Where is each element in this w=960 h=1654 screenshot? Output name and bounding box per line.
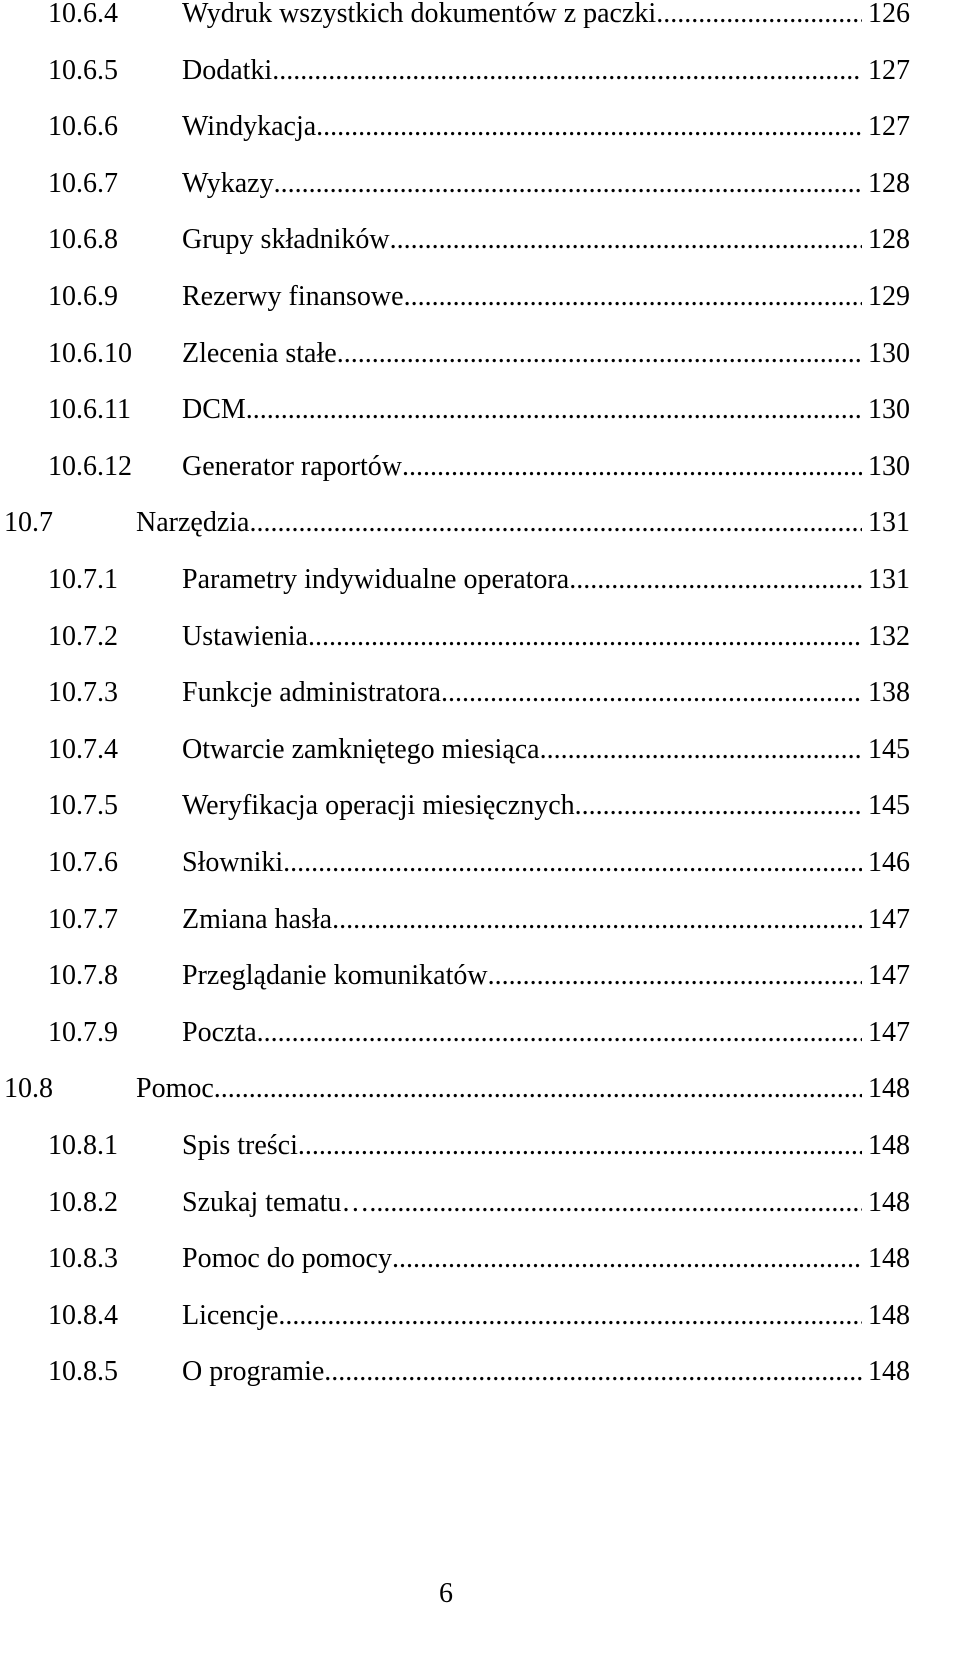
toc-entry[interactable]	[48, 1174, 910, 1232]
toc-entry-number: 10.6.5	[48, 54, 118, 86]
toc-entry-title: Funkcje administratora	[182, 677, 441, 709]
toc-entry[interactable]	[48, 381, 910, 439]
toc-entry-title: Przeglądanie komunikatów	[182, 960, 488, 992]
toc-entry-page: 147	[868, 1016, 910, 1048]
toc-entry[interactable]	[48, 268, 910, 326]
toc-entry[interactable]	[48, 891, 910, 949]
toc-entry-title: Wydruk wszystkich dokumentów z paczki	[182, 0, 657, 29]
toc-entry-number: 10.7.6	[48, 847, 118, 878]
toc-entry-page: 148	[868, 1130, 910, 1161]
toc-entry-page: 148	[868, 1299, 910, 1331]
toc-entry-page: 145	[868, 733, 910, 765]
toc-entry[interactable]	[4, 494, 910, 552]
toc-entry-title: Pomoc	[136, 1073, 214, 1105]
toc-entry-number: 10.8.4	[48, 1299, 118, 1331]
dot-leader	[332, 891, 862, 949]
toc-entry-page: 148	[868, 1243, 910, 1275]
toc-entry-page: 145	[868, 790, 910, 822]
toc-entry-title: Dodatki	[182, 54, 273, 86]
dot-leader	[316, 98, 862, 156]
dot-leader	[656, 0, 862, 43]
toc-entry-page: 148	[868, 1073, 910, 1105]
toc-entry-page: 127	[868, 54, 910, 86]
toc-entry-number: 10.8.3	[48, 1243, 118, 1275]
toc-entry[interactable]	[48, 438, 910, 496]
toc-entry-page: 147	[868, 960, 910, 992]
dot-leader	[272, 42, 862, 100]
toc-entry-number: 10.6.4	[48, 0, 118, 29]
dot-leader	[257, 1004, 862, 1062]
toc-entry-page: 148	[868, 1356, 910, 1388]
toc-entry-number: 10.6.10	[48, 337, 132, 369]
toc-entry[interactable]	[48, 1230, 910, 1288]
dot-leader	[337, 325, 862, 383]
dot-leader	[392, 1230, 862, 1288]
dot-leader	[404, 268, 862, 326]
toc-entry-title: Otwarcie zamkniętego miesiąca	[182, 733, 540, 765]
toc-entry-number: 10.8.5	[48, 1356, 118, 1388]
dot-leader	[298, 1117, 862, 1175]
dot-leader	[441, 664, 862, 722]
toc-entry-title: Poczta	[182, 1016, 257, 1048]
dot-leader	[283, 834, 862, 892]
toc-entry-number: 10.7.3	[48, 677, 118, 709]
toc-entry-number: 10.8.2	[48, 1186, 118, 1218]
toc-entry-number: 10.7.7	[48, 903, 118, 935]
toc-entry[interactable]	[48, 1287, 910, 1345]
dot-leader	[369, 1174, 862, 1232]
toc-entry[interactable]	[48, 325, 910, 383]
toc-entry-number: 10.6.12	[48, 450, 132, 482]
dot-leader	[324, 1343, 862, 1401]
dot-leader	[390, 211, 862, 269]
toc-entry[interactable]	[48, 551, 910, 609]
toc-entry[interactable]	[48, 1117, 910, 1175]
dot-leader	[246, 381, 862, 439]
toc-entry-page: 131	[868, 564, 910, 595]
dot-leader	[278, 1287, 862, 1345]
toc-entry[interactable]	[48, 834, 910, 892]
toc-entry-number: 10.7.5	[48, 790, 118, 822]
toc-entry[interactable]	[48, 777, 910, 835]
toc-entry-number: 10.7.8	[48, 960, 118, 992]
toc-entry-number: 10.7.9	[48, 1016, 118, 1048]
toc-entry-page: 132	[868, 620, 910, 652]
toc-entry-page: 138	[868, 677, 910, 709]
toc-entry-title: Zlecenia stałe	[182, 337, 337, 369]
toc-entry[interactable]	[48, 608, 910, 666]
toc-entry-title: Słowniki	[182, 847, 284, 878]
toc-entry-number: 10.7.4	[48, 733, 118, 765]
toc-entry-page: 128	[868, 224, 910, 256]
toc-entry-page: 126	[868, 0, 910, 29]
toc-entry[interactable]	[4, 1060, 910, 1118]
toc-entry-title: Spis treści	[182, 1130, 298, 1161]
dot-leader	[540, 721, 862, 779]
toc-entry[interactable]	[48, 947, 910, 1005]
dot-leader	[308, 608, 862, 666]
toc-entry-number: 10.6.6	[48, 111, 118, 143]
toc-entry-number: 10.7	[4, 507, 53, 539]
toc-entry[interactable]	[48, 42, 910, 100]
toc-entry-title: Rezerwy finansowe	[182, 281, 404, 312]
dot-leader	[274, 155, 862, 213]
toc-entry[interactable]	[48, 155, 910, 213]
toc-entry[interactable]	[48, 664, 910, 722]
toc-entry-number: 10.7.2	[48, 620, 118, 652]
toc-entry[interactable]	[48, 211, 910, 269]
toc-entry-title: O programie	[182, 1356, 325, 1388]
page-number: 6	[439, 1578, 453, 1609]
dot-leader	[569, 551, 862, 609]
toc-entry-title: Licencje	[182, 1299, 279, 1331]
toc-entry[interactable]	[48, 0, 910, 43]
toc-entry-title: Wykazy	[182, 167, 274, 199]
dot-leader	[249, 494, 862, 552]
toc-entry-page: 146	[868, 847, 910, 878]
toc-entry-page: 128	[868, 167, 910, 199]
toc-entry-title: Szukaj tematu…	[182, 1186, 370, 1218]
toc-entry-title: Parametry indywidualne operatora	[182, 564, 570, 595]
toc-entry-number: 10.8	[4, 1073, 53, 1105]
dot-leader	[402, 438, 862, 496]
toc-entry[interactable]	[48, 1004, 910, 1062]
toc-entry-title: Weryfikacja operacji miesięcznych	[182, 790, 575, 822]
toc-entry-number: 10.7.1	[48, 564, 118, 595]
toc-entry-number: 10.8.1	[48, 1130, 118, 1161]
toc-entry[interactable]	[48, 1343, 910, 1401]
dot-leader	[488, 947, 862, 1005]
toc-entry-number: 10.6.8	[48, 224, 118, 256]
toc-entry-title: Ustawienia	[182, 620, 308, 652]
toc-entry-title: Narzędzia	[136, 507, 250, 539]
toc-entry[interactable]	[48, 98, 910, 156]
toc-entry-number: 10.6.9	[48, 281, 118, 312]
toc-entry-number: 10.6.7	[48, 167, 118, 199]
toc-entry-page: 130	[868, 394, 910, 426]
toc-entry-page: 129	[868, 281, 910, 312]
toc-entry-page: 130	[868, 450, 910, 482]
toc-entry-title: Zmiana hasła	[182, 903, 333, 935]
dot-leader	[214, 1060, 862, 1118]
toc-entry-title: Grupy składników	[182, 224, 390, 256]
toc-entry-page: 131	[868, 507, 910, 539]
toc-entry-title: DCM	[182, 394, 246, 426]
toc-entry-title: Generator raportów	[182, 450, 403, 482]
toc-entry-page: 147	[868, 903, 910, 935]
toc-entry-page: 127	[868, 111, 910, 143]
toc-entry-page: 130	[868, 337, 910, 369]
toc-entry-title: Pomoc do pomocy	[182, 1243, 392, 1275]
toc-entry-page: 148	[868, 1186, 910, 1218]
toc-entry[interactable]	[48, 721, 910, 779]
dot-leader	[575, 777, 862, 835]
toc-entry-title: Windykacja	[182, 111, 317, 143]
toc-entry-number: 10.6.11	[48, 394, 131, 426]
